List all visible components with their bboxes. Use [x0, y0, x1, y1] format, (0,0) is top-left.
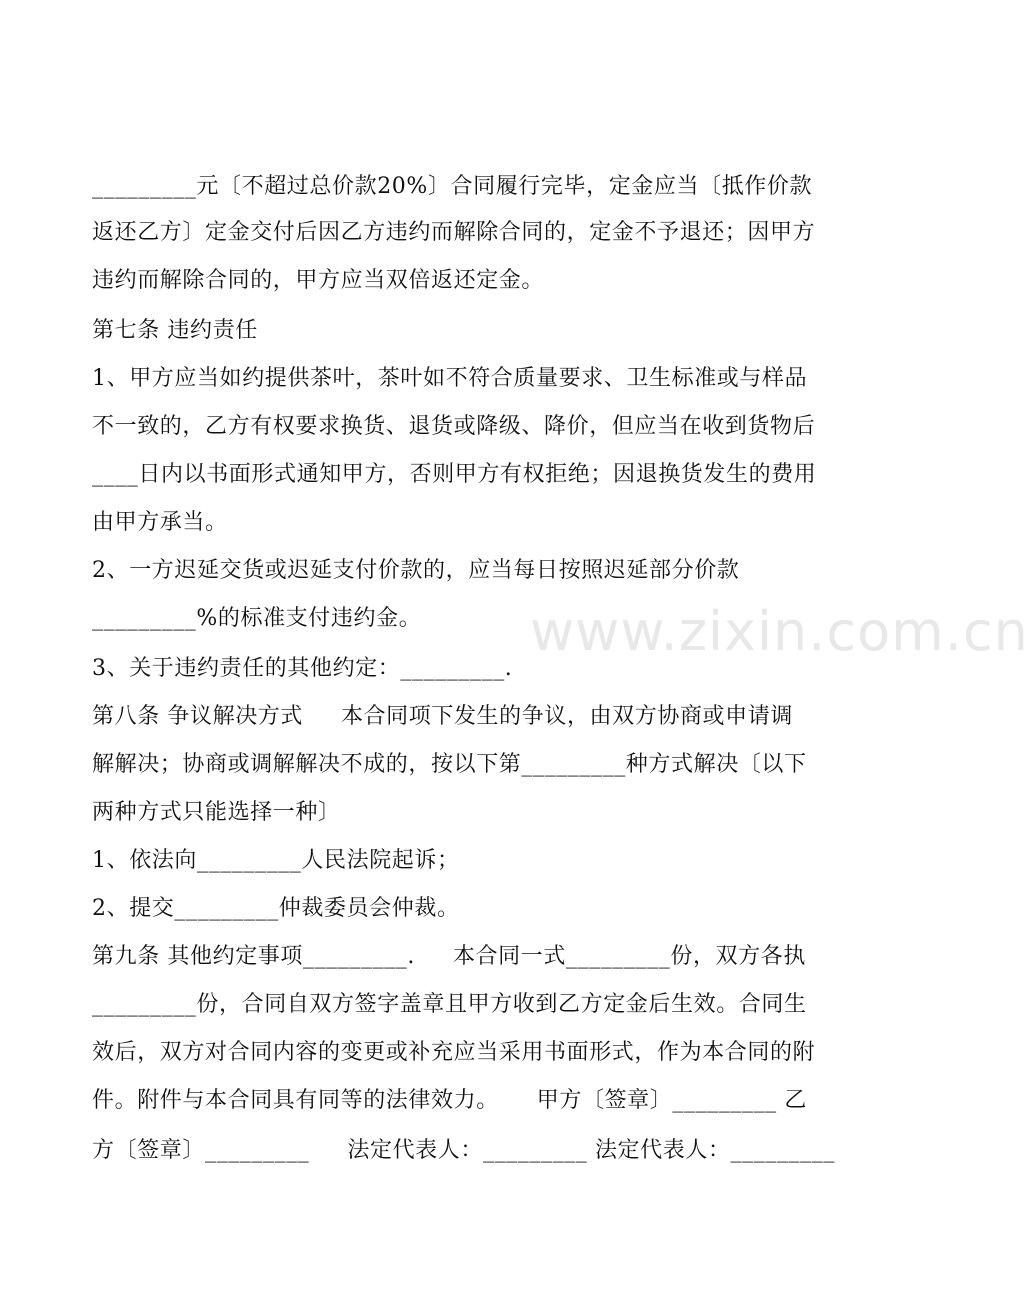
- text-line: 不一致的，乙方有权要求换货、退货或降级、降价，但应当在收到货物后: [92, 414, 816, 439]
- text-line: 违约而解除合同的，甲方应当双倍返还定金。: [92, 268, 545, 293]
- section-heading: 第九条 其他约定事项_________. 本合同一式_________份，双方各执: [92, 944, 806, 969]
- text-line: 效后，双方对合同内容的变更或补充应当采用书面形式，作为本合同的附: [92, 1040, 816, 1065]
- text-line: ____日内以书面形式通知甲方，否则甲方有权拒绝；因退换货发生的费用: [92, 462, 817, 487]
- text-line: _________份，合同自双方签字盖章且甲方收到乙方定金后生效。合同生: [92, 992, 807, 1017]
- text-line: 两种方式只能选择一种〕: [92, 800, 341, 825]
- text-line: 2、一方迟延交货或迟延支付价款的，应当每日按照迟延部分价款: [92, 558, 740, 583]
- signature-line: 方〔签章〕_________ 法定代表人：_________ 法定代表人：_________: [92, 1138, 835, 1163]
- watermark: www.zixin.com.cn: [530, 600, 1029, 663]
- text-line: _________元〔不超过总价款20%〕合同履行完毕，定金应当〔抵作价款: [92, 174, 813, 199]
- text-line: 由甲方承当。: [92, 510, 228, 535]
- text-line: 3、关于违约责任的其他约定：_________.: [92, 656, 513, 681]
- text-line: _________%的标准支付违约金。: [92, 606, 422, 631]
- section-heading: 第七条 违约责任: [92, 318, 258, 343]
- section-heading: 第八条 争议解决方式 本合同项下发生的争议，由双方协商或申请调: [92, 704, 793, 729]
- text-line: 1、依法向_________人民法院起诉；: [92, 848, 460, 873]
- text-line: 返还乙方〕定金交付后因乙方违约而解除合同的，定金不予退还；因甲方: [92, 220, 816, 245]
- text-line: 1、甲方应当如约提供茶叶，茶叶如不符合质量要求、卫生标准或与样品: [92, 366, 808, 391]
- text-line: 解解决；协商或调解解决不成的，按以下第_________种方式解决〔以下: [92, 752, 807, 777]
- text-line: 2、提交_________仲裁委员会仲裁。: [92, 896, 460, 921]
- text-line: 件。附件与本合同具有同等的法律效力。 甲方〔签章〕_________ 乙: [92, 1088, 807, 1113]
